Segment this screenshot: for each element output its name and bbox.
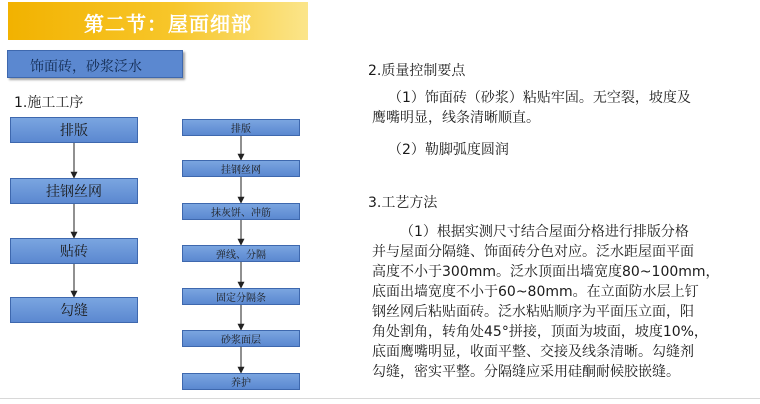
method-line-7: 底面鹰嘴明显，收面平整、交接及线条清晰。勾缝剂 bbox=[372, 344, 694, 360]
quality-point-2: （2）勒脚弧度圆润 bbox=[388, 142, 509, 158]
flow-main-step-2: 挂钢丝网 bbox=[10, 178, 138, 204]
flow-main-step-4: 勾缝 bbox=[10, 297, 138, 323]
flow-main-step-3: 贴砖 bbox=[10, 238, 138, 264]
quality-point-1-line-2: 鹰嘴明显，线条清晰顺直。 bbox=[372, 110, 540, 126]
flow-detail-step-5: 固定分隔条 bbox=[182, 288, 300, 305]
method-line-4: 底面出墙宽度不小于60~80mm。在立面防水层上钉 bbox=[372, 284, 699, 300]
method-heading: 3.工艺方法 bbox=[368, 195, 438, 211]
method-line-6: 角处割角，转角处45°拼接，顶面为坡面，坡度10%， bbox=[372, 324, 708, 340]
flow-detail-step-4: 弹线、分隔 bbox=[182, 245, 300, 262]
quality-heading: 2.质量控制要点 bbox=[368, 63, 466, 79]
flow-detail-step-1: 排版 bbox=[182, 119, 300, 136]
bottom-divider bbox=[0, 398, 760, 399]
construction-heading: 1.施工工序 bbox=[14, 95, 84, 111]
method-line-8: 勾缝，密实平整。分隔缝应采用硅酮耐候胶嵌缝。 bbox=[372, 364, 680, 380]
quality-point-1 bbox=[372, 88, 691, 128]
flow-detail-step-3: 抹灰饼、冲筋 bbox=[182, 203, 300, 220]
method-line-1: （1）根据实测尺寸结合屋面分格进行排版分格 bbox=[400, 224, 689, 240]
method-line-2: 并与屋面分隔缝、饰面砖分色对应。泛水距屋面平面 bbox=[372, 244, 694, 260]
method-line-3: 高度不小于300mm。泛水顶面出墙宽度80~100mm， bbox=[372, 264, 720, 280]
quality-point-1-line-1: （1）饰面砖（砂浆）粘贴牢固。无空裂，坡度及 bbox=[388, 90, 691, 106]
flow-detail-step-7: 养护 bbox=[182, 373, 300, 390]
method-body bbox=[372, 222, 720, 382]
page-title: 第二节：屋面细部 bbox=[84, 12, 252, 36]
flow-detail-step-2: 挂钢丝网 bbox=[182, 160, 300, 177]
flow-detail-step-6: 砂浆面层 bbox=[182, 330, 300, 347]
method-line-5: 钢丝网后粘贴面砖。泛水粘贴顺序为平面压立面，阳 bbox=[372, 304, 694, 320]
section-label-text: 饰面砖，砂浆泛水 bbox=[30, 59, 142, 75]
flow-main-step-1: 排版 bbox=[10, 117, 138, 143]
